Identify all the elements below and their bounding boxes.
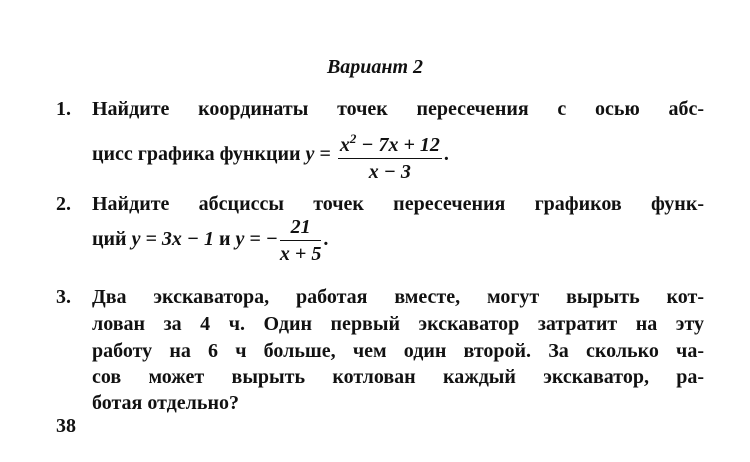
problem-3-line-3: работу на 6 ч больше, чем один второй. За сколько ча- — [92, 340, 704, 362]
numerator-rest: − 7x + 12 — [356, 134, 440, 156]
numerator-x: x — [339, 134, 350, 156]
problem-2-conjunction: и — [218, 228, 231, 251]
numerator-exponent: 2 — [349, 131, 357, 146]
problem-2-text: ций — [92, 228, 127, 251]
problem-2-number: 2. — [56, 193, 71, 215]
problem-1-y-equals: y = — [305, 143, 331, 166]
problem-2-denominator: x + 5 — [279, 243, 322, 265]
problem-3-line-4: сов может вырыть котлован каждый экскаватор, ра- — [92, 366, 704, 388]
problem-2-equation-1: y = 3x − 1 — [131, 228, 214, 251]
problem-1-line-2 — [92, 128, 449, 183]
problem-2-fraction — [280, 216, 321, 265]
problem-2-period: . — [323, 228, 329, 251]
problem-3-line-5: ботая отдельно? — [92, 392, 239, 414]
problem-2-numerator: 21 — [280, 216, 321, 241]
problem-1-period: . — [443, 143, 449, 166]
problem-1-text: цисс графика функции — [92, 143, 301, 166]
problem-3-line-1: Два экскаватора, работая вместе, могут вырыть кот- — [92, 286, 704, 308]
problem-3-line-2: лован за 4 ч. Один первый экскаватор затратит на эту — [92, 313, 704, 335]
problem-3-number: 3. — [56, 286, 71, 308]
problem-1-numerator — [338, 128, 442, 159]
page-number: 38 — [56, 415, 76, 437]
variant-title: Вариант 2 — [326, 56, 424, 78]
problem-2-line-1: Найдите абсциссы точек пересечения графиков функ- — [92, 193, 704, 215]
problem-1-number: 1. — [56, 98, 71, 120]
problem-1-denominator: x − 3 — [368, 161, 411, 183]
problem-2-line-2 — [92, 216, 328, 265]
problem-1-line-1: Найдите координаты точек пересечения с осью абс- — [92, 98, 704, 120]
problem-1-fraction — [338, 128, 442, 183]
problem-2-equation-2: y = − — [235, 228, 278, 251]
